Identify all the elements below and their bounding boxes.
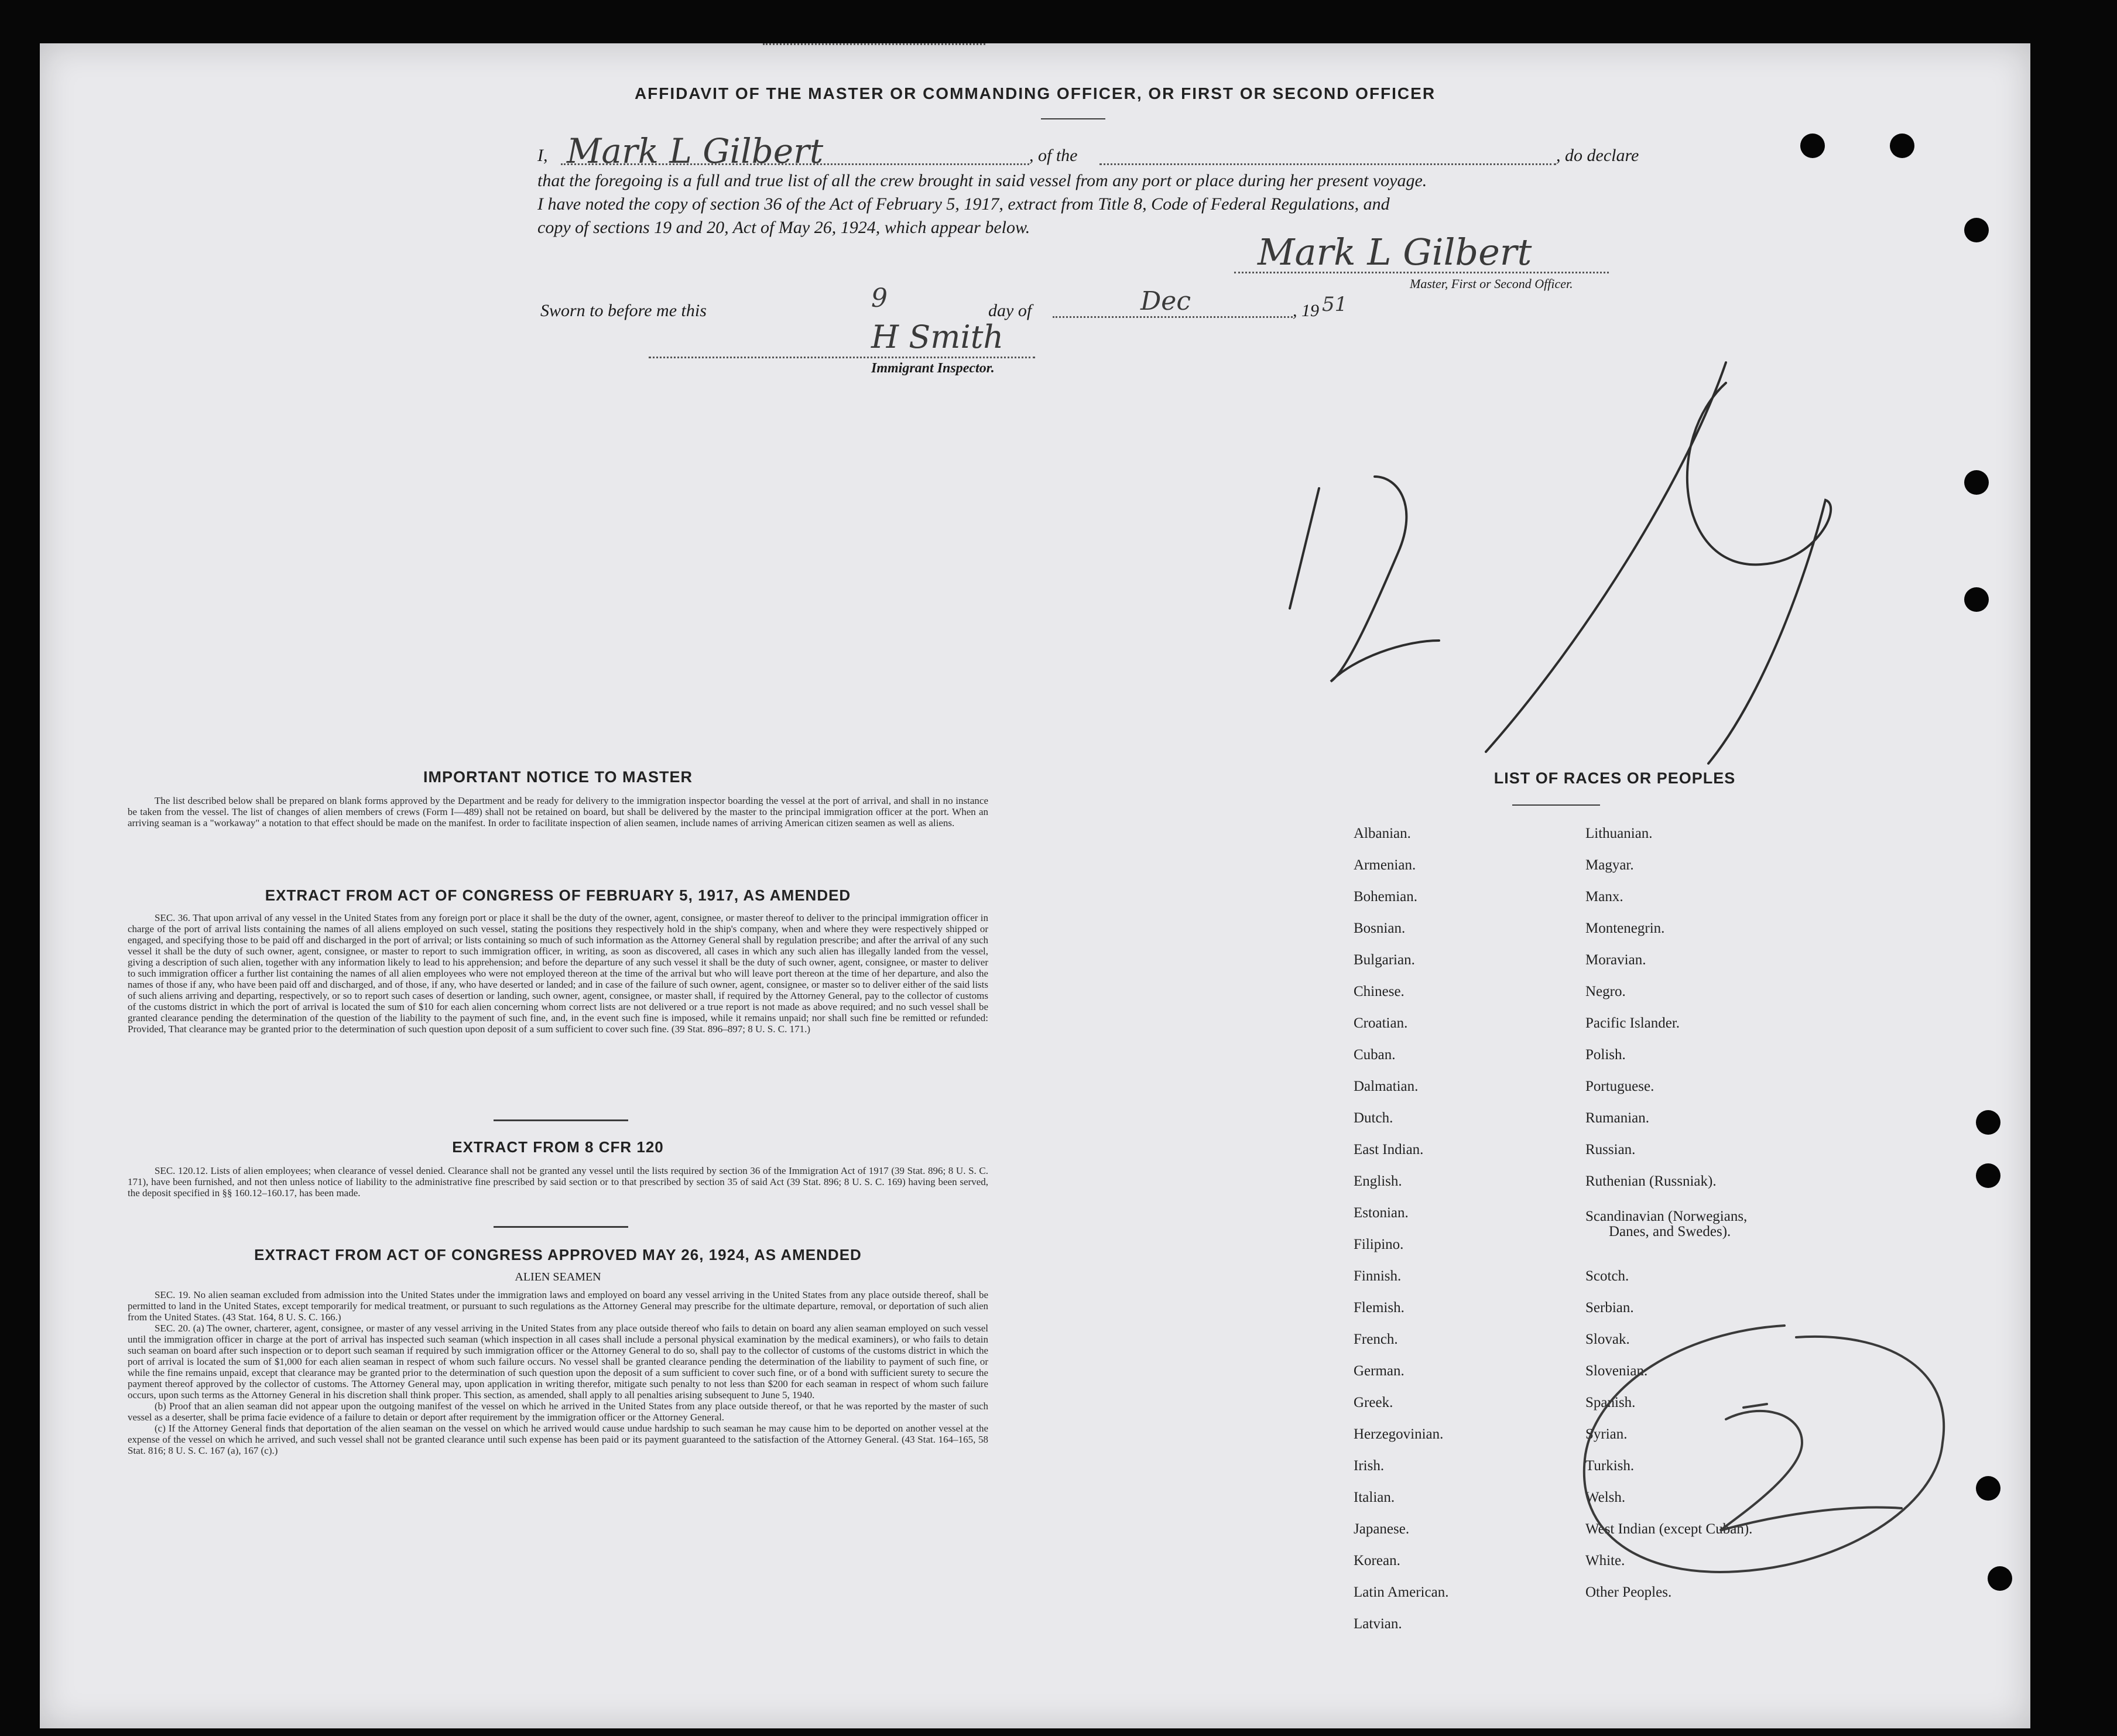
section-divider-1 <box>494 1119 628 1121</box>
affidavit-i-label: I, <box>537 146 548 165</box>
race-item: Greek. <box>1354 1395 1393 1410</box>
master-signature-caption: Master, First or Second Officer. <box>1410 276 1573 291</box>
affidavit-body-line2: I have noted the copy of section 36 of the Act of February 5, 1917, extract from Title 8, Code of Federal Regulations, and <box>537 194 1390 214</box>
race-item: White. <box>1585 1553 1625 1569</box>
race-item: Italian. <box>1354 1490 1395 1505</box>
punch-hole <box>1976 1476 2000 1501</box>
punch-hole <box>1964 470 1989 495</box>
race-item: Croatian. <box>1354 1015 1408 1031</box>
notice-text: The list described below shall be prepared on blank forms approved by the Department and be ready for delivery to the immigration inspector boarding the vessel at the port of arrival, and shall in no instance be taken from the vessel. The list of changes of alien members of crews (Form I—489) shall not be retained on board, but shall be delivered by the master to the principal immigration officer at the port. When an arriving seaman is a "workaway" a notation to that effect should be made on the manifest. In order to facilitate inspection of alien seamen, include names of arriving American citizen seamen as well as aliens. <box>128 795 988 828</box>
sec-19-paragraph: SEC. 19. No alien seaman excluded from admission into the United States under the immigration laws and employed on board any vessel arriving in the United States from any place outside thereof, shall be permitted to land in the United States, except temporarily for medical treatment, or pursuant to such regulations as the Attorney General may prescribe for the ultimate departure, removal, or deportation of such alien from the United States. (43 Stat. 164, 8 U. S. C. 166.) <box>128 1289 988 1323</box>
race-item: Turkish. <box>1585 1458 1635 1474</box>
race-item: Portuguese. <box>1585 1078 1654 1094</box>
race-item: Negro. <box>1585 984 1626 999</box>
sworn-day-handwritten: 9 <box>871 283 888 313</box>
vessel-line <box>1099 163 1556 165</box>
master-signature-handwritten: Mark L Gilbert <box>1258 231 1532 273</box>
signer-name-handwritten: Mark L Gilbert <box>567 131 824 171</box>
punch-hole <box>1976 1163 2000 1188</box>
race-item: French. <box>1354 1331 1398 1347</box>
race-item: Filipino. <box>1354 1237 1404 1252</box>
race-item: West Indian (except Cuban). <box>1585 1521 1753 1537</box>
race-item: Ruthenian (Russniak). <box>1585 1173 1717 1189</box>
extract-cfr-title: EXTRACT FROM 8 CFR 120 <box>452 1138 664 1156</box>
races-title: LIST OF RACES OR PEOPLES <box>1493 769 1736 787</box>
race-item: Slovak. <box>1585 1331 1630 1347</box>
race-item: Flemish. <box>1354 1300 1405 1316</box>
race-item: Herzegovinian. <box>1354 1426 1444 1442</box>
sworn-day-line <box>763 43 985 45</box>
race-item: English. <box>1354 1173 1402 1189</box>
sec-20c-paragraph: (c) If the Attorney General finds that deportation of the alien seaman on the vessel on which he arrived would cause undue hardship to such seaman he may cause him to be deported on another vessel at the expense of the vessel on which he arrived, and such vessel shall not be granted clearance until such expense has been paid or its payment guaranteed to the satisfaction of the Attorney General. (43 Stat. 164–165, 58 Stat. 816; 8 U. S. C. 167 (a), 167 (c).) <box>128 1423 988 1456</box>
extract-1917-text: SEC. 36. That upon arrival of any vessel in the United States from any foreign port or place it shall be the duty of the owner, agent, consignee, or master thereof to deliver to the principal immigration officer in charge of the port of arrival lists containing the names of all aliens employed on such vessel, stating the positions they respectively hold in the ship's company, when and where they were respectively shipped or engaged, and specifying those to be paid off and discharged in the port of arrival; or lists containing so much of such information as the Attorney General shall by regulation prescribe; and after the arrival of any such vessel it shall be the duty of such owner, agent, consignee, or master to report to such immigration officer, in writing, as soon as discovered, all cases in which any such alien has illegally landed from the vessel, giving a description of such alien, together with any information likely to lead to his apprehension; and before the departure of any such vessel it shall be the duty of such owner, agent, consignee, or master to deliver to such immigration officer a further list containing the names of all alien employees who were not employed thereon at the time of the arrival but who will leave port thereon at the time of her departure, and also the names of those if any, who have been paid off and discharged, and of those, if any, who have deserted or landed; and in case of the failure of such owner, agent, consignee, or master so to deliver either of the said lists of such aliens arriving and departing, respectively, or so to report such cases of desertion or landing, such owner, agent, consignee, or master shall, if required by the Attorney General, pay to the collector of customs of the customs district in which the port of arrival is located the sum of $10 for each alien concerning whom correct lists are not delivered or a true report is not made as above required; and no such vessel shall be granted clearance pending the determination of the question of the liability to the payment of such fine, and, in the event such fine is imposed, while it remains unpaid; nor shall such fine be remitted or refunded: Provided, That clearance may be granted prior to the determination of such question upon deposit of a sum sufficient to cover such fine. (39 Stat. 896–897; 8 U. S. C. 171.) <box>128 912 988 1035</box>
do-declare-label: , do declare <box>1556 146 1639 165</box>
title-underline <box>1041 118 1105 119</box>
affidavit-title: AFFIDAVIT OF THE MASTER OR COMMANDING OFFICER, OR FIRST OR SECOND OFFICER <box>634 84 1436 102</box>
race-item: Montenegrin. <box>1585 920 1665 936</box>
race-item: Manx. <box>1585 889 1623 905</box>
race-item: Rumanian. <box>1585 1110 1650 1126</box>
race-item: Finnish. <box>1354 1268 1402 1284</box>
race-item: Spanish. <box>1585 1395 1636 1410</box>
race-item: Welsh. <box>1585 1490 1626 1505</box>
punch-hole <box>1800 133 1825 158</box>
extract-1924-title: EXTRACT FROM ACT OF CONGRESS APPROVED MAY 26, 1924, AS AMENDED <box>254 1246 862 1264</box>
extract-1917-title: EXTRACT FROM ACT OF CONGRESS OF FEBRUARY 5, 1917, AS AMENDED <box>265 886 851 904</box>
race-item: Serbian. <box>1585 1300 1634 1316</box>
race-item: Bosnian. <box>1354 920 1406 936</box>
circled-number-mark <box>1550 1302 1960 1607</box>
punch-hole <box>1988 1566 2012 1591</box>
section-divider-2 <box>494 1226 628 1228</box>
race-item: Japanese. <box>1354 1521 1410 1537</box>
race-item: Estonian. <box>1354 1205 1409 1221</box>
inspector-signature-handwritten: H Smith <box>871 319 1004 355</box>
sworn-year-handwritten: 51 <box>1322 293 1348 316</box>
sworn-label: Sworn to before me this <box>540 301 707 320</box>
race-item: Latin American. <box>1354 1584 1449 1600</box>
day-of-label: day of <box>988 301 1032 320</box>
race-item: Albanian. <box>1354 826 1411 841</box>
race-item: Cuban. <box>1354 1047 1396 1063</box>
year-prefix-label: , 19 <box>1293 301 1319 320</box>
document-page <box>40 43 2030 1728</box>
punch-hole <box>1964 218 1989 242</box>
race-item: Slovenian. <box>1585 1363 1648 1379</box>
race-item: Moravian. <box>1585 952 1646 968</box>
race-item: German. <box>1354 1363 1405 1379</box>
race-item: Bohemian. <box>1354 889 1418 905</box>
race-item: Armenian. <box>1354 857 1416 873</box>
inspector-signature-line <box>649 357 1035 358</box>
race-item: Magyar. <box>1585 857 1634 873</box>
race-item: Scotch. <box>1585 1268 1629 1284</box>
sec-20a-paragraph: SEC. 20. (a) The owner, charterer, agent, consignee, or master of any vessel arriving in the United States from any place outside thereof who fails to detain on board any alien seaman employed on such vessel until the immigration officer in charge at the port of arrival has inspected such seaman (which inspection in all cases shall include a personal physical examination by the medical examiners), or who fails to detain such seaman on board after such inspection or to deport such seaman if required by such immigration officer or the Attorney General to do so, shall pay to the collector of customs of the customs district in which the port of arrival is located the sum of $1,000 for each alien seaman in respect of whom such failure occurs. No vessel shall be granted clearance pending the determination of the liability to payment of such fine, or while the fine remains unpaid, except that clearance may be granted prior to the determination of such question upon the deposit of a sum sufficient to cover such fine, or of a bond with sufficient surety to secure the payment thereof approved by the collector of customs. The Attorney General may, upon application in writing therefor, mitigate such penalty to not less than $200 for each seaman in respect of whom such failure occurs, upon such terms as the Attorney General in his discretion shall think proper. This section, as amended, shall apply to all penalties arising subsequent to June 5, 1940. <box>128 1323 988 1401</box>
of-the-label: , of the <box>1029 146 1078 165</box>
master-signature-line <box>1234 272 1609 273</box>
race-item: Latvian. <box>1354 1616 1402 1632</box>
race-item: Other Peoples. <box>1585 1584 1672 1600</box>
sworn-month-handwritten: Dec <box>1140 286 1191 316</box>
race-item: Danes, and Swedes). <box>1609 1224 1731 1239</box>
affidavit-body-line3: copy of sections 19 and 20, Act of May 26, 1924, which appear below. <box>537 218 1030 237</box>
race-item: Irish. <box>1354 1458 1385 1474</box>
race-item: Russian. <box>1585 1142 1636 1158</box>
race-item: Pacific Islander. <box>1585 1015 1680 1031</box>
race-item: Dalmatian. <box>1354 1078 1419 1094</box>
punch-hole <box>1964 587 1989 612</box>
sec-20b-paragraph: (b) Proof that an alien seaman did not appear upon the outgoing manifest of the vessel on which he arrived in the United States from any place outside thereof, or that he was reported by the master of such vessel as a deserter, shall be prima facie evidence of a failure to detain or deport after requirement by the immigration officer or the Attorney General. <box>128 1401 988 1423</box>
race-item: Korean. <box>1354 1553 1400 1569</box>
handwritten-fraction-mark <box>1240 301 1884 781</box>
race-item: Chinese. <box>1354 984 1405 999</box>
race-item: Polish. <box>1585 1047 1626 1063</box>
extract-1924-text <box>128 1289 988 1456</box>
race-item: Syrian. <box>1585 1426 1628 1442</box>
punch-hole <box>1976 1110 2000 1135</box>
notice-title: IMPORTANT NOTICE TO MASTER <box>423 768 693 786</box>
affidavit-body-line1: that the foregoing is a full and true list of all the crew brought in said vessel from any port or place during her present voyage. <box>537 171 1427 190</box>
alien-seamen-subtitle: ALIEN SEAMEN <box>515 1271 601 1283</box>
race-item: Lithuanian. <box>1585 826 1653 841</box>
race-item: Dutch. <box>1354 1110 1393 1126</box>
races-title-underline <box>1512 804 1600 806</box>
punch-hole <box>1890 133 1914 158</box>
race-item: Scandinavian (Norwegians, <box>1585 1208 1748 1224</box>
race-item: Bulgarian. <box>1354 952 1415 968</box>
inspector-caption: Immigrant Inspector. <box>871 361 995 376</box>
race-item: East Indian. <box>1354 1142 1424 1158</box>
extract-cfr-text: SEC. 120.12. Lists of alien employees; when clearance of vessel denied. Clearance shall not be granted any vessel until the lists required by section 36 of the Immigration Act of 1917 (39 Stat. 896; 8 U. S. C. 171), have been furnished, and not then unless notice of liability to the administrative fine prescribed by said section or to that prescribed by section 35 of said Act (39 Stat. 896; 8 U. S. C. 169) having been served, the deposit specified in §§ 160.12–160.17, has been made. <box>128 1165 988 1199</box>
